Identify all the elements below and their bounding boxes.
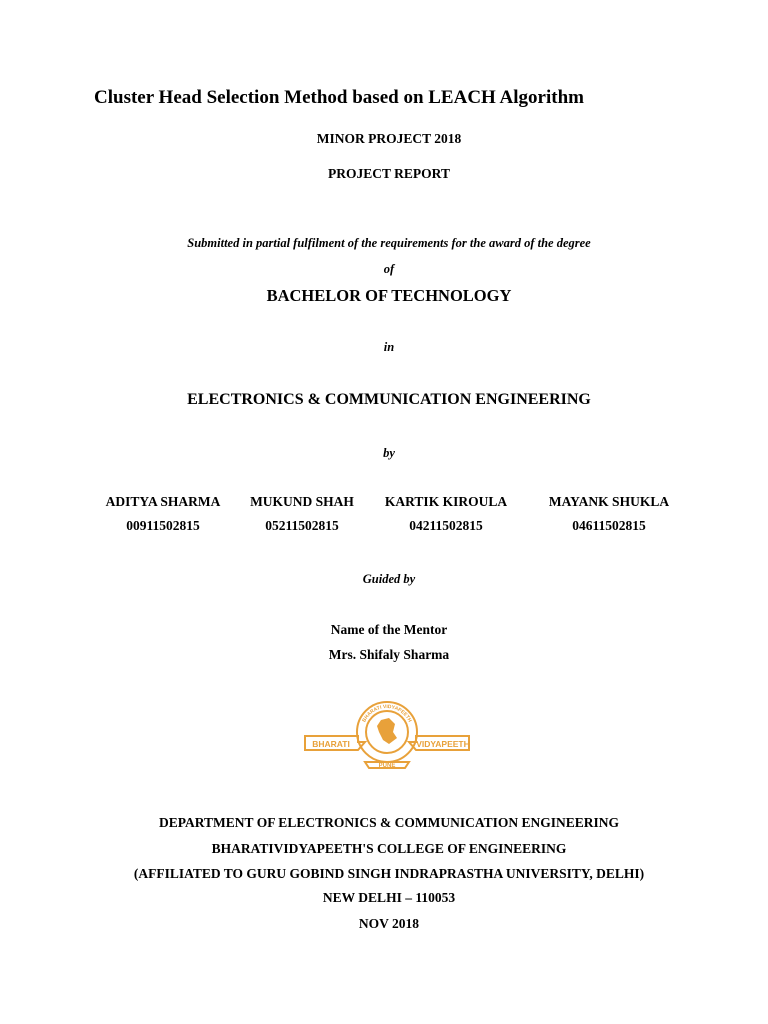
student-entry [96,494,230,534]
in-connector: in [383,340,395,354]
affiliation: (AFFILIATED TO GURU GOBIND SINGH INDRAPRASTHA UNIVERSITY, DELHI) [133,866,645,881]
logo-arc-path-text: BHARATI VIDYAPEETH [361,703,413,724]
college-logo [303,698,471,770]
logo-right-text: VIDYAPEETH [416,739,470,749]
report-date: NOV 2018 [358,916,420,931]
guided-by-label: Guided by [362,572,416,586]
student-name: KARTIK KIROULA [384,494,508,509]
submission-statement: Submitted in partial fulfilment of the requirements for the award of the degree [187,236,591,250]
project-report-label: PROJECT REPORT [328,166,450,181]
student-name: MAYANK SHUKLA [548,494,670,509]
student-roll-number: 05211502815 [265,518,339,533]
college-name: BHARATIVIDYAPEETH'S COLLEGE OF ENGINEERING [211,841,567,856]
city-pincode: NEW DELHI – 110053 [322,890,456,905]
logo-bottom-text: PUNE [378,763,396,769]
student-name: MUKUND SHAH [250,494,354,509]
department-name: DEPARTMENT OF ELECTRONICS & COMMUNICATION ENGINEERING [159,815,619,830]
logo-left-text: BHARATI [312,739,350,749]
mentor-name: Mrs. Shifaly Sharma [328,647,450,662]
by-connector: by [383,446,395,460]
student-name: ADITYA SHARMA [105,494,221,509]
india-map-icon [377,718,397,744]
of-connector: of [383,262,395,276]
student-roll-number: 00911502815 [126,518,200,533]
minor-project-label: MINOR PROJECT 2018 [316,131,462,146]
student-entry [538,494,680,534]
degree-name: BACHELOR OF TECHNOLOGY [266,286,512,305]
branch-name: ELECTRONICS & COMMUNICATION ENGINEERING [187,391,591,408]
student-roll-number: 04211502815 [409,518,483,533]
project-title: Cluster Head Selection Method based on LEACH Algorithm [94,87,584,108]
student-entry [375,494,517,534]
student-entry [242,494,362,534]
mentor-label: Name of the Mentor [330,622,448,637]
student-roll-number: 04611502815 [572,518,646,533]
